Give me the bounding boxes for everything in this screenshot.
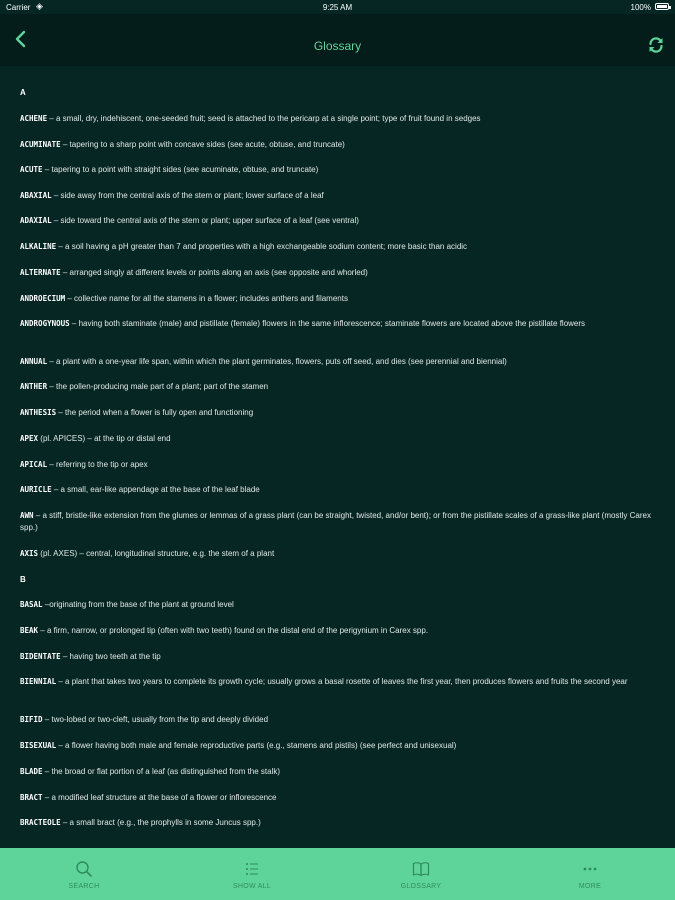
glossary-definition: – tapering to a point with straight sides (see acuminate, obtuse, and truncate)	[42, 165, 319, 174]
glossary-term: ANNUAL	[20, 357, 48, 366]
tab-label: SHOW ALL	[232, 883, 272, 890]
tab-bar	[0, 848, 675, 900]
glossary-term: ANDROECIUM	[20, 294, 66, 303]
glossary-term: ACUTE	[20, 165, 43, 174]
glossary-term: BIENNIAL	[20, 677, 57, 686]
glossary-entry	[20, 113, 660, 125]
glossary-entry	[20, 267, 660, 279]
glossary-definition: – having two teeth at the tip	[60, 652, 161, 661]
glossary-definition: – referring to the tip or apex	[47, 460, 148, 469]
glossary-entry	[20, 740, 660, 752]
wifi-icon: ◈	[36, 1, 43, 11]
glossary-definition: – the broad or flat portion of a leaf (as distinguished from the stalk)	[42, 767, 281, 776]
glossary-term: BASAL	[20, 600, 43, 609]
refresh-icon	[647, 36, 665, 54]
glossary-definition: – the period when a flower is fully open and functioning	[56, 408, 254, 417]
glossary-entry	[20, 293, 660, 305]
tab-show-all[interactable]	[168, 848, 336, 900]
glossary-entry	[20, 651, 660, 663]
glossary-term: BRACTEOLE	[20, 818, 61, 827]
glossary-entry	[20, 164, 660, 176]
status-bar	[0, 0, 675, 14]
glossary-term: ALKALINE	[20, 242, 57, 251]
glossary-entry	[20, 817, 660, 829]
glossary-term: APICAL	[20, 460, 48, 469]
tab-search[interactable]	[0, 848, 168, 900]
page-title: Glossary	[313, 39, 362, 53]
glossary-entry	[20, 599, 660, 611]
glossary-entry	[20, 676, 660, 688]
glossary-definition: – a small, ear-like appendage at the base of the leaf blade	[51, 485, 260, 494]
glossary-definition: – the pollen-producing male part of a plant; part of the stamen	[47, 382, 269, 391]
glossary-definition: – collective name for all the stamens in a flower; includes anthers and filaments	[65, 294, 348, 303]
tab-label: MORE	[578, 883, 602, 890]
glossary-term: APEX	[20, 434, 39, 443]
glossary-term: AURICLE	[20, 485, 52, 494]
glossary-entry	[20, 241, 660, 253]
glossary-definition: – a firm, narrow, or prolonged tip (often with two teeth) found on the distal end of the perigynium in Carex spp.	[38, 626, 429, 635]
glossary-entry	[20, 190, 660, 202]
glossary-definition: – a stiff, bristle-like extension from the glumes or lemmas of a grass plant (can be straight, twisted, and/or bent); or from the pistillate scales of a grass-like plant (mostly Carex spp.)	[20, 511, 651, 532]
glossary-entry	[20, 459, 660, 471]
nav-bar	[0, 14, 675, 66]
glossary-term: AWN	[20, 511, 34, 520]
book-icon	[411, 859, 431, 879]
glossary-definition: – side away from the central axis of the stem or plant; lower surface of a leaf	[51, 191, 324, 200]
glossary-term: ANTHER	[20, 382, 48, 391]
list-icon	[242, 859, 262, 879]
glossary-term: BRACT	[20, 793, 43, 802]
glossary-term: BIFID	[20, 715, 43, 724]
glossary-definition: – a flower having both male and female reproductive parts (e.g., stamens and pistils) (see perfect and unisexual)	[56, 741, 457, 750]
glossary-entry	[20, 215, 660, 227]
glossary-definition: – arranged singly at different levels or points along an axis (see opposite and whorled)	[60, 268, 368, 277]
battery-percent: 100%	[630, 3, 651, 12]
glossary-term: ADAXIAL	[20, 216, 52, 225]
glossary-definition: –originating from the base of the plant at ground level	[42, 600, 234, 609]
glossary-definition: – a plant with a one-year life span, within which the plant germinates, flowers, puts off seed, and dies (see perennial and biennial)	[47, 357, 507, 366]
glossary-definition: (pl. AXES) – central, longitudinal structure, e.g. the stem of a plant	[38, 549, 275, 558]
glossary-entry	[20, 381, 660, 393]
carrier-label: Carrier	[6, 3, 31, 12]
glossary-term: BISEXUAL	[20, 741, 57, 750]
glossary-definition: – a small bract (e.g., the prophylls in some Juncus spp.)	[60, 818, 261, 827]
glossary-definition: – a small, dry, indehiscent, one-seeded fruit; seed is attached to the pericarp at a single point; type of fruit found in sedges	[47, 114, 481, 123]
tab-more[interactable]	[506, 848, 674, 900]
glossary-definition: – side toward the central axis of the stem or plant; upper surface of a leaf (see ventral)	[51, 216, 359, 225]
glossary-term: ACHENE	[20, 114, 48, 123]
glossary-entry	[20, 714, 660, 726]
glossary-entry	[20, 484, 660, 496]
glossary-term: ABAXIAL	[20, 191, 52, 200]
glossary-entry	[20, 548, 660, 560]
glossary-entry	[20, 766, 660, 778]
glossary-term: BLADE	[20, 767, 43, 776]
glossary-definition: – a plant that takes two years to complete its growth cycle; usually grows a basal rosette of leaves the first year, then produces flowers and fruits the second year	[56, 677, 628, 686]
glossary-definition: – tapering to a sharp point with concave sides (see acute, obtuse, and truncate)	[60, 140, 345, 149]
search-icon	[74, 859, 94, 879]
glossary-definition: – having both staminate (male) and pistillate (female) flowers in the same inflorescence; staminate flowers are located above the pistillate flowers	[69, 319, 586, 328]
more-icon	[580, 859, 600, 879]
tab-glossary[interactable]	[337, 848, 505, 900]
tab-label: GLOSSARY	[400, 883, 442, 890]
glossary-entry	[20, 407, 660, 419]
section-header-b: B	[20, 575, 26, 584]
glossary-definition: – a modified leaf structure at the base of a flower or inflorescence	[42, 793, 277, 802]
glossary-term: BIDENTATE	[20, 652, 61, 661]
battery-icon	[655, 3, 669, 10]
glossary-entry	[20, 510, 660, 534]
glossary-definition: – two-lobed or two-cleft, usually from the tip and deeply divided	[42, 715, 269, 724]
glossary-entry	[20, 792, 660, 804]
glossary-entry	[20, 625, 660, 637]
refresh-button[interactable]	[647, 36, 665, 54]
glossary-entry	[20, 139, 660, 151]
tab-label: SEARCH	[68, 883, 100, 890]
status-time: 9:25 AM	[322, 3, 353, 12]
glossary-term: BEAK	[20, 626, 39, 635]
glossary-entry	[20, 356, 660, 368]
glossary-list[interactable]	[0, 66, 675, 848]
glossary-term: ANDROGYNOUS	[20, 319, 70, 328]
glossary-entry	[20, 318, 660, 330]
glossary-definition: – a soil having a pH greater than 7 and properties with a high exchangeable sodium content; more basic than acidic	[56, 242, 468, 251]
glossary-term: ACUMINATE	[20, 140, 61, 149]
glossary-term: ALTERNATE	[20, 268, 61, 277]
glossary-term: ANTHESIS	[20, 408, 57, 417]
section-header-a: A	[20, 88, 26, 97]
glossary-term: AXIS	[20, 549, 39, 558]
glossary-definition: (pl. APICES) – at the tip or distal end	[38, 434, 171, 443]
glossary-entry	[20, 433, 660, 445]
